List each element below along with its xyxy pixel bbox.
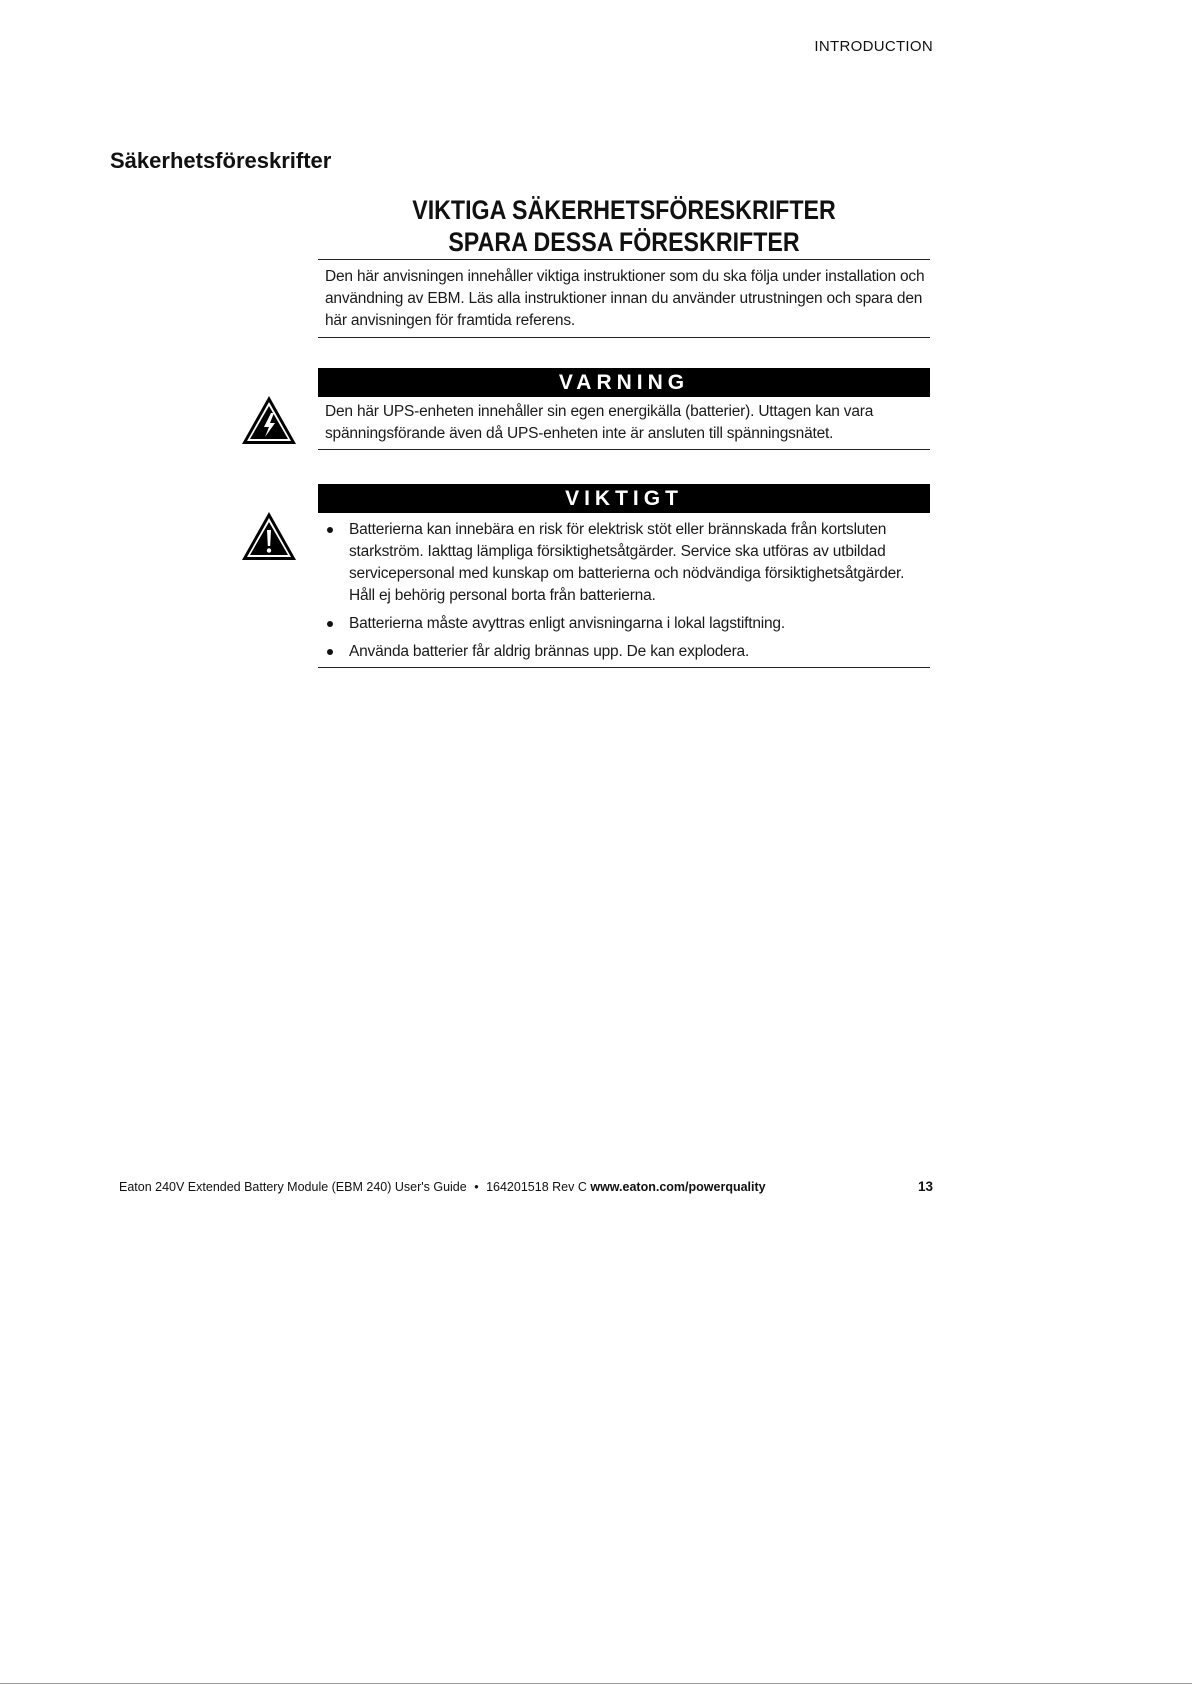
bottom-edge-divider — [0, 1683, 1192, 1684]
list-item: Använda batterier får aldrig brännas upp. De kan explodera. — [325, 641, 930, 663]
main-title-line-2: SPARA DESSA FÖRESKRIFTER — [448, 227, 800, 257]
footer-guide-title: Eaton 240V Extended Battery Module (EBM 240) User's Guide — [119, 1180, 467, 1194]
warning-text: Den här UPS-enheten innehåller sin egen energikälla (batterier). Uttagen kan vara spänningsförande även då UPS-enheten inte är ansluten till spänningsnätet. — [325, 403, 874, 442]
important-label: VIKTIGT — [318, 484, 930, 513]
main-title — [361, 194, 887, 258]
electrical-hazard-icon — [240, 394, 298, 446]
section-heading: Säkerhetsföreskrifter — [110, 148, 332, 173]
important-notice — [318, 484, 930, 668]
warning-notice — [318, 368, 930, 450]
warning-label: VARNING — [318, 368, 930, 397]
list-item: Batterierna måste avyttras enligt anvisningarna i lokal lagstiftning. — [325, 613, 930, 635]
main-title-line-1: VIKTIGA SÄKERHETSFÖRESKRIFTER — [412, 195, 836, 225]
intro-box — [318, 259, 930, 338]
footer-separator: • — [474, 1180, 479, 1194]
caution-icon — [240, 510, 298, 562]
important-list — [318, 513, 930, 667]
page-number: 13 — [917, 1179, 933, 1194]
footer-url[interactable]: www.eaton.com/powerquality — [590, 1180, 766, 1194]
page-footer — [119, 1180, 933, 1194]
running-header: INTRODUCTION — [814, 38, 933, 55]
list-item: Batterierna kan innebära en risk för elektrisk stöt eller brännskada från kortsluten starkström. Iakttag lämpliga försiktighetsåtgärder. Service ska utföras av utbildad servicepersonal med kunskap om batterierna och nödvändiga försiktighetsåtgärder. Håll ej behörig personal borta från batterierna. — [325, 519, 930, 607]
intro-text: Den här anvisningen innehåller viktiga instruktioner som du ska följa under installation och användning av EBM. Läs alla instruktioner innan du använder utrustningen och spara den här anvisningen för framtida referens. — [325, 268, 925, 329]
footer-doc-number: 164201518 Rev C — [486, 1180, 587, 1194]
